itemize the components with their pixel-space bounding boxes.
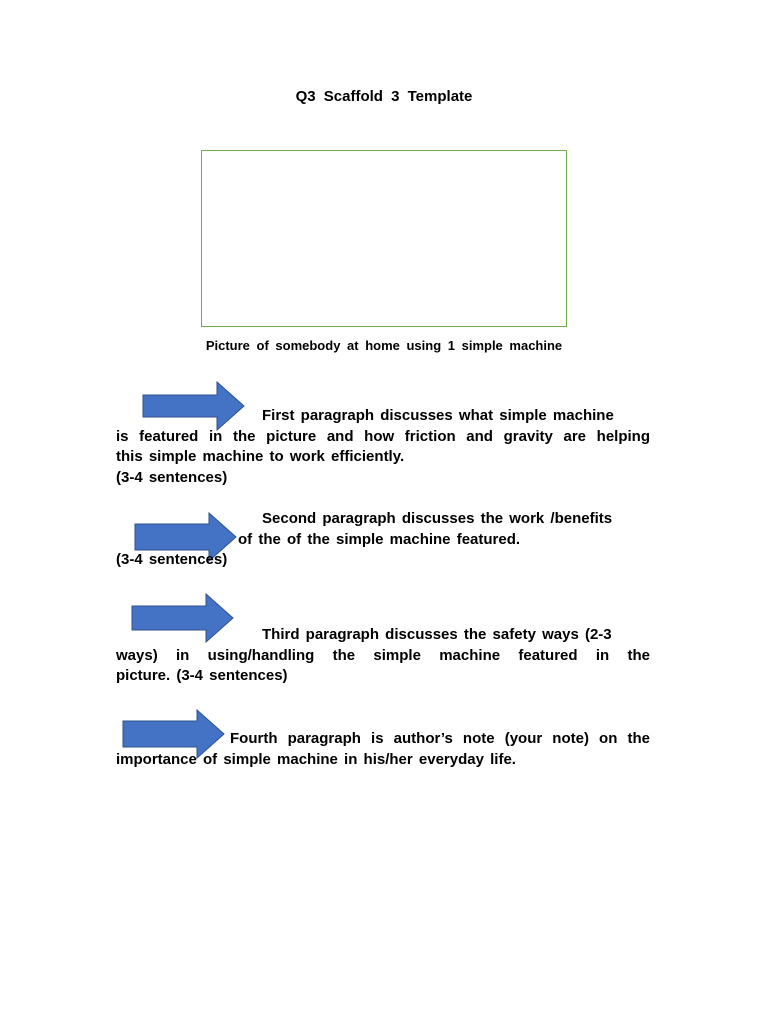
paragraph-2-instructions (116, 509, 650, 571)
paragraph-4-line-2: importance of simple machine in his/her everyday life. (116, 750, 516, 768)
paragraph-4-instructions (116, 729, 650, 770)
paragraph-3-instructions (116, 625, 650, 687)
picture-placeholder-box (201, 150, 567, 327)
paragraph-3-line-2: ways) in using/handling the simple machine featured in the (116, 646, 650, 664)
paragraph-2-line-1: Second paragraph discusses the work /benefits (262, 510, 613, 527)
paragraph-2-line-3: (3-4 sentences) (116, 551, 228, 568)
paragraph-1-line-1: First paragraph discusses what simple machine (262, 407, 614, 424)
page-title: Q3 Scaffold 3 Template (295, 88, 473, 105)
paragraph-1-line-4: (3-4 sentences) (116, 468, 228, 486)
paragraph-1-line-3: this simple machine to work efficiently. (116, 448, 405, 465)
paragraph-4-line-1: Fourth paragraph is author’s note (your note) on the (230, 730, 650, 747)
paragraph-1-line-2: is featured in the picture and how friction and gravity are helping (116, 427, 650, 445)
paragraph-3-line-1: Third paragraph discusses the safety ways (2-3 (262, 626, 612, 643)
paragraph-3-line-3: picture. (3-4 sentences) (116, 667, 288, 684)
picture-caption: Picture of somebody at home using 1 simple machine (205, 338, 563, 353)
paragraph-1-instructions (116, 406, 650, 488)
paragraph-2-line-2: of the of the simple machine featured. (238, 530, 521, 548)
